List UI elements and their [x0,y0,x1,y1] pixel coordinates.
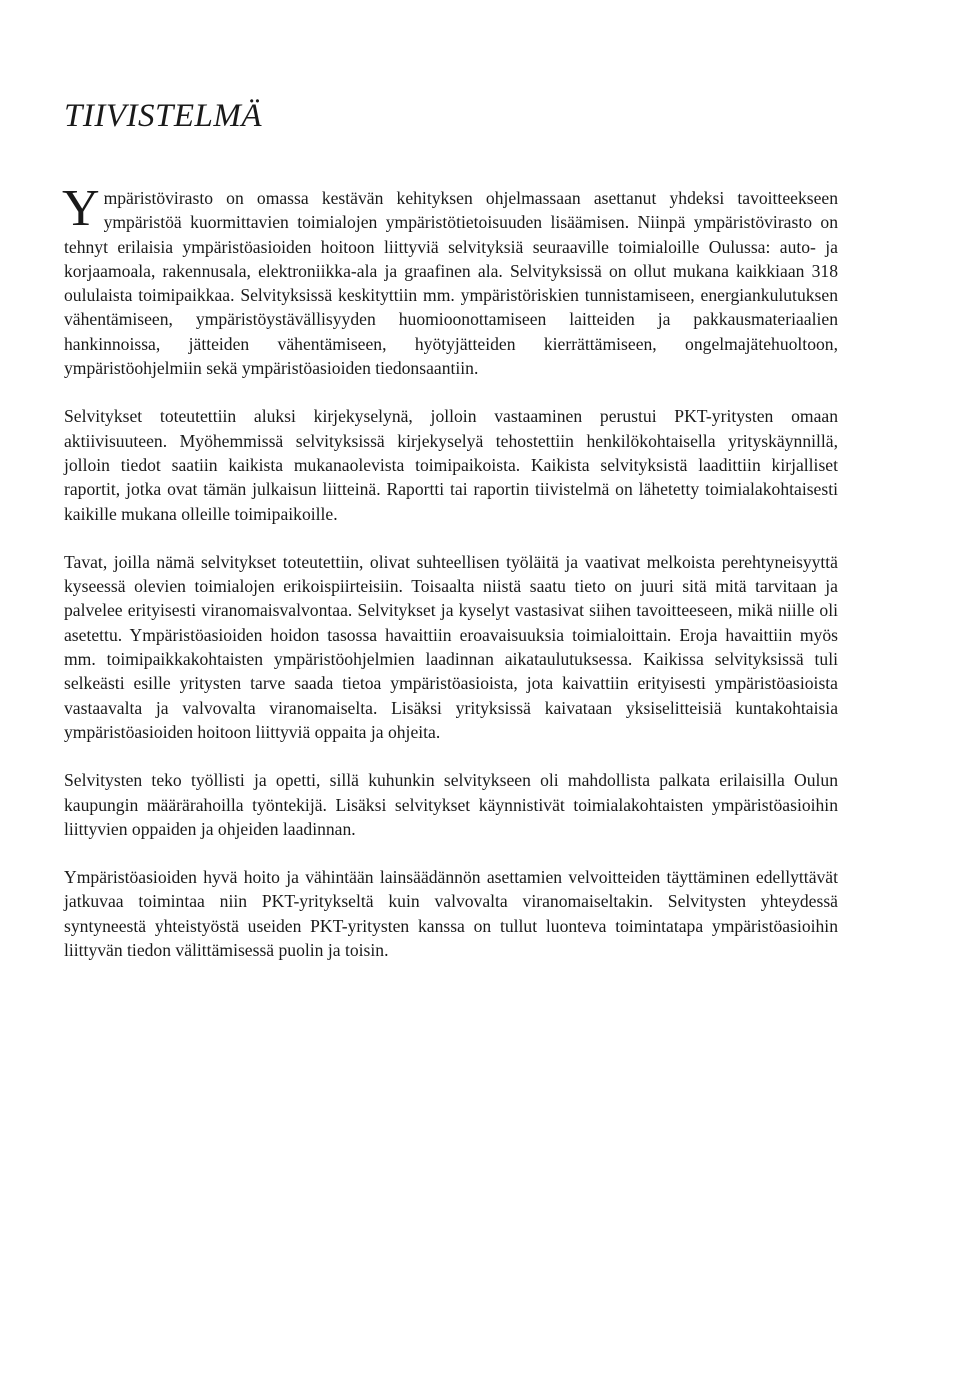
paragraph-intro: Ympäristövirasto on omassa kestävän kehityksen ohjelmassaan asettanut yhdeksi tavoitteekseen ympäristöä kuormittavien toimialojen ympäristötietoisuuden lisäämisen. Niinpä ympäristövirasto on tehnyt erilaisia ympäristöasioiden hoitoon liittyviä selvityksiä seuraaville toimialoille Oulussa: auto- ja korjaamoala, rakennusala, elektroniikka-ala ja graafinen ala. Selvityksissä on ollut mukana kaikkiaan 318 oululaista toimipaikkaa. Selvityksissä keskityttiin mm. ympäristöriskien tunnistamiseen, energiankulutuksen vähentämiseen, ympäristöystävällisyyden huomioonottamiseen laitteiden ja pakkausmateriaalien hankinnoissa, jätteiden vähentämiseen, hyötyjätteiden kierrättämiseen, ongelmajätehuoltoon, ympäristöohjelmiin sekä ympäristöasioiden tiedonsaantiin. [62,180,838,379]
paragraph-findings: Tavat, joilla nämä selvitykset toteutettiin, olivat suhteellisen työläitä ja vaativat melkoista perehtyneisyyttä kyseessä olevien toimialojen erikoispiirteisiin. Toisaalta niistä saatu tieto on juuri sitä mitä tarvitaan ja palvelee erityisesti viranomaisvalvontaa. Selvitykset ja kyselyt vastasivat siihen tavoitteeseen, mikä niille oli asetettu. Ympäristöasioiden hoidon tasossa havaittiin eroavaisuuksia toimialoittain. Eroja havaittiin myös mm. toimipaikkakohtaisten ympäristöohjelmien laadinnan aikataulutuksessa. Kaikissa selvityksissä tuli selkeästi esille yritysten tarve saada tietoa ympäristöasioista, jota kaivattiin erityisesti ympäristöasioista vastaavalta ja valvovalta viranomaiselta. Lisäksi yrityksissä kaivataan yksiselitteisiä kuntakohtaisia ympäristöasioiden hoitoon liittyviä oppaita ja ohjeita. [64,551,838,742]
paragraph-cooperation: Ympäristöasioiden hyvä hoito ja vähintään lainsäädännön asettamien velvoitteiden täyttäminen edellyttävät jatkuvaa toimintaa niin PKT-yritykseltä kuin valvovalta viranomaiseltakin. Selvitysten yhteydessä syntyneestä yhteistyöstä useiden PKT-yritysten kanssa on tullut luonteva toimintatapa ympäristöasioihin liittyvän tiedon välittämisessä puolin ja toisin. [64,867,838,961]
paragraph-methods: Selvitykset toteutettiin aluksi kirjekyselynä, jolloin vastaaminen perustui PKT-yritysten omaan aktiivisuuteen. Myöhemmissä selvityksissä kirjekyselyä tehostettiin henkilökohtaisella yrityskäynnillä, jolloin tiedot saatiin kaikista mukanaolevista toimipaikoista. Kaikista selvityksistä laadittiin kirjalliset raportit, jotka ovat tämän julkaisun liitteinä. Raportti tai raportin tiivistelmä on lähetetty toimialakohtaisesti kaikille mukana olleille toimipaikoille. [64,406,838,524]
page-title: TIIVISTELMÄ [64,98,262,134]
summary-body [62,180,838,962]
paragraph-employment: Selvitysten teko työllisti ja opetti, sillä kuhunkin selvitykseen oli mahdollista palkata erilaisilla Oulun kaupungin määrärahoilla työntekijä. Lisäksi selvitykset käynnistivät toimialakohtaisten ympäristöasioihin liittyvien oppaiden ja ohjeiden laadinnan. [64,770,838,839]
